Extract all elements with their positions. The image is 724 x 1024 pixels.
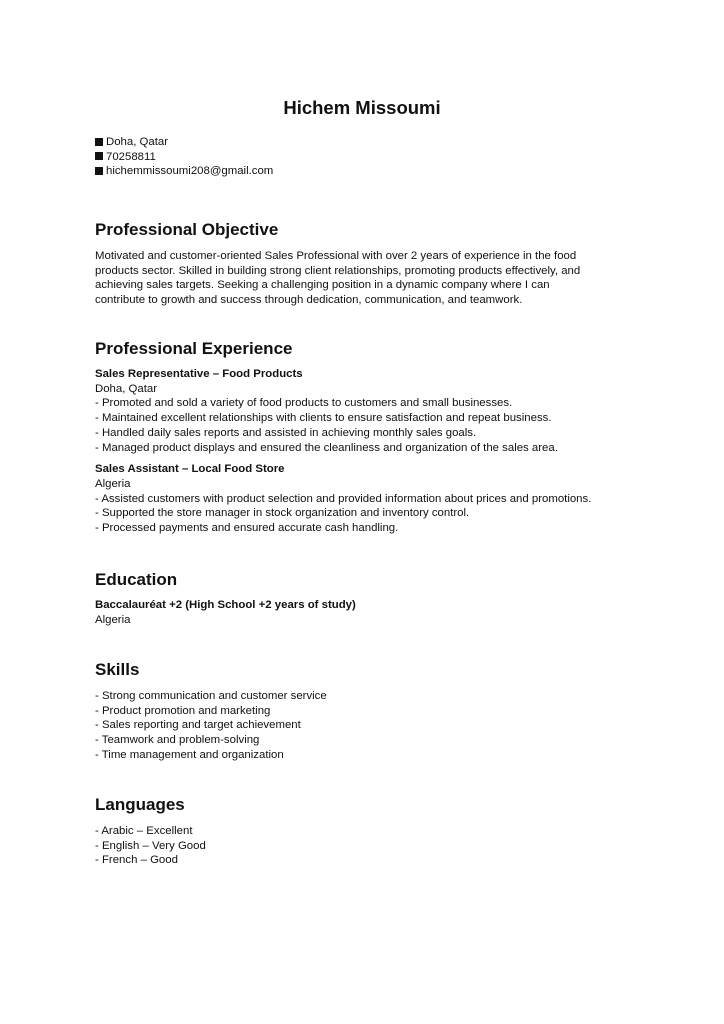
contact-text: 70258811 [106,150,156,163]
skill-item: - Strong communication and customer service [95,690,327,702]
job-location: Doha, Qatar [95,382,158,395]
objective-text [95,249,635,308]
text-line: achieving sales targets. Seeking a challenging position in a dynamic company where I can [95,279,550,292]
section-heading: Languages [95,795,185,814]
candidate-name: Hichem Missoumi [283,97,441,118]
skill-item: - Product promotion and marketing [95,704,271,717]
job-bullet: - Promoted and sold a variety of food products to customers and small businesses. [95,397,513,410]
section-heading: Professional Experience [95,339,293,358]
job-bullet: - Maintained excellent relationships with clients to ensure satisfaction and repeat business. [95,412,552,425]
contact-list [95,135,635,179]
text-line: products sector. Skilled in building strong client relationships, promoting products effectively, and [95,264,581,277]
skill-item: - Sales reporting and target achievement [95,719,301,732]
skill-item: - Teamwork and problem-solving [95,734,260,747]
contact-email [95,164,635,179]
job-bullet: - Assisted customers with product selection and provided information about prices and promotions. [95,492,592,505]
job-bullet: - Processed payments and ensured accurate cash handling. [95,522,399,535]
section-heading: Skills [95,660,140,679]
section-objective [95,220,635,308]
section-heading: Professional Objective [95,220,279,239]
square-bullet-icon [95,167,103,175]
job-title: Sales Representative – Food Products [95,368,303,380]
skill-item: - Time management and organization [95,748,284,761]
section-languages [95,795,635,868]
job-entry [95,462,635,536]
section-skills [95,660,635,763]
square-bullet-icon [95,152,103,160]
language-item: - French – Good [95,854,178,867]
job-title: Sales Assistant – Local Food Store [95,463,285,476]
square-bullet-icon [95,138,103,146]
text-line: Motivated and customer-oriented Sales Professional with over 2 years of experience in the food [95,250,577,262]
job-bullet: - Managed product displays and ensured the cleanliness and organization of the sales area. [95,441,558,454]
section-experience [95,339,635,536]
job-bullet: - Handled daily sales reports and assisted in achieving monthly sales goals. [95,426,477,439]
section-education [95,570,635,627]
job-location: Algeria [95,477,131,490]
degree: Baccalauréat +2 (High School +2 years of study) [95,599,356,611]
language-item: - Arabic – Excellent [95,825,193,837]
language-item: - English – Very Good [95,839,206,852]
section-heading: Education [95,570,178,589]
job-entry [95,367,635,455]
text-line: contribute to growth and success through dedication, communication, and teamwork. [95,294,523,307]
job-bullet: - Supported the store manager in stock organization and inventory control. [95,507,470,520]
contact-text: hichemmissoumi208@gmail.com [106,165,274,178]
contact-text: Doha, Qatar [106,136,169,148]
contact-phone [95,150,635,165]
education-location: Algeria [95,613,131,626]
contact-location [95,135,635,150]
